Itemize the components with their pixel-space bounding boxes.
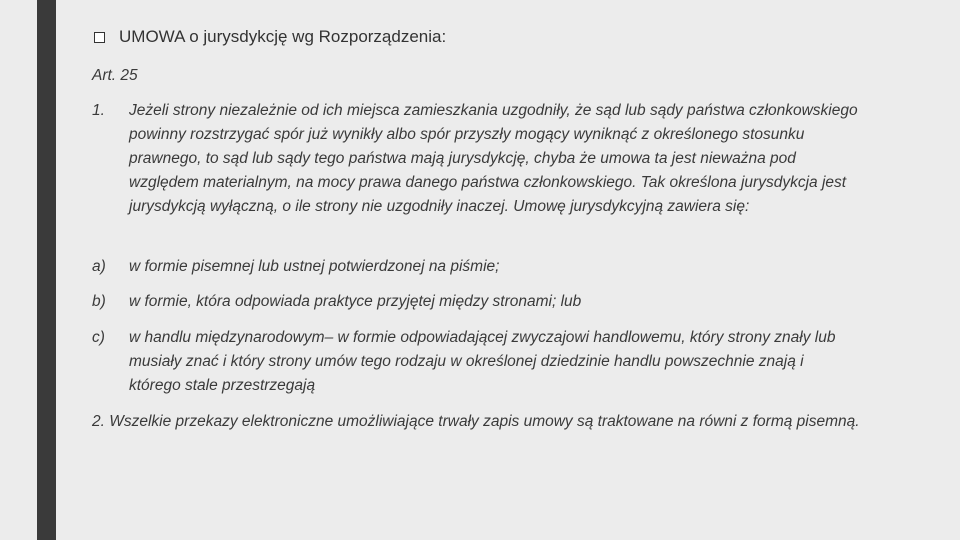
item-text: w formie pisemnej lub ustnej potwierdzonej na piśmie; <box>129 258 500 275</box>
item-text: w handlu międzynarodowym– w formie odpowiadającej zwyczajowi handlowemu, który strony znały lub musiały znać i który strony umów tego rodzaju w określonej dziedzinie handlu powszechnie znają i którego stale przestrzegają <box>129 329 836 394</box>
checkbox-bullet-icon <box>94 32 105 43</box>
item-marker: 1. <box>92 102 105 119</box>
slide-title-row <box>92 27 446 47</box>
paragraph-2: 2. Wszelkie przekazy elektroniczne umożliwiające trwały zapis umowy są traktowane na równi z formą pisemną. <box>92 413 860 430</box>
list-item <box>92 326 859 398</box>
list-item <box>92 255 859 279</box>
left-accent-bar <box>37 0 56 540</box>
item-text: w formie, która odpowiada praktyce przyjętej między stronami; lub <box>129 293 582 310</box>
list-item <box>92 99 859 219</box>
item-marker: c) <box>92 329 105 346</box>
slide-title: UMOWA o jurysdykcję wg Rozporządzenia: <box>119 27 447 46</box>
list-item <box>92 290 859 314</box>
article-number: Art. 25 <box>92 67 138 84</box>
item-text: Jeżeli strony niezależnie od ich miejsca zamieszkania uzgodniły, że sąd lub sądy państwa członkowskiego powinny rozstrzygać spór już wynikły albo spór przyszły mogący wyniknąć z określonego stosunku prawnego, to sąd lub sądy tego państwa mają jurysdykcję, chyba że umowa ta jest nieważna pod względem materialnym, na mocy prawa danego państwa członkowskiego. Tak określona jurysdykcja jest jurysdykcją wyłączną, o ile strony nie uzgodniły inaczej. Umowę jurysdykcyjną zawiera się: <box>129 102 858 215</box>
item-marker: a) <box>92 258 106 275</box>
item-marker: b) <box>92 293 106 310</box>
